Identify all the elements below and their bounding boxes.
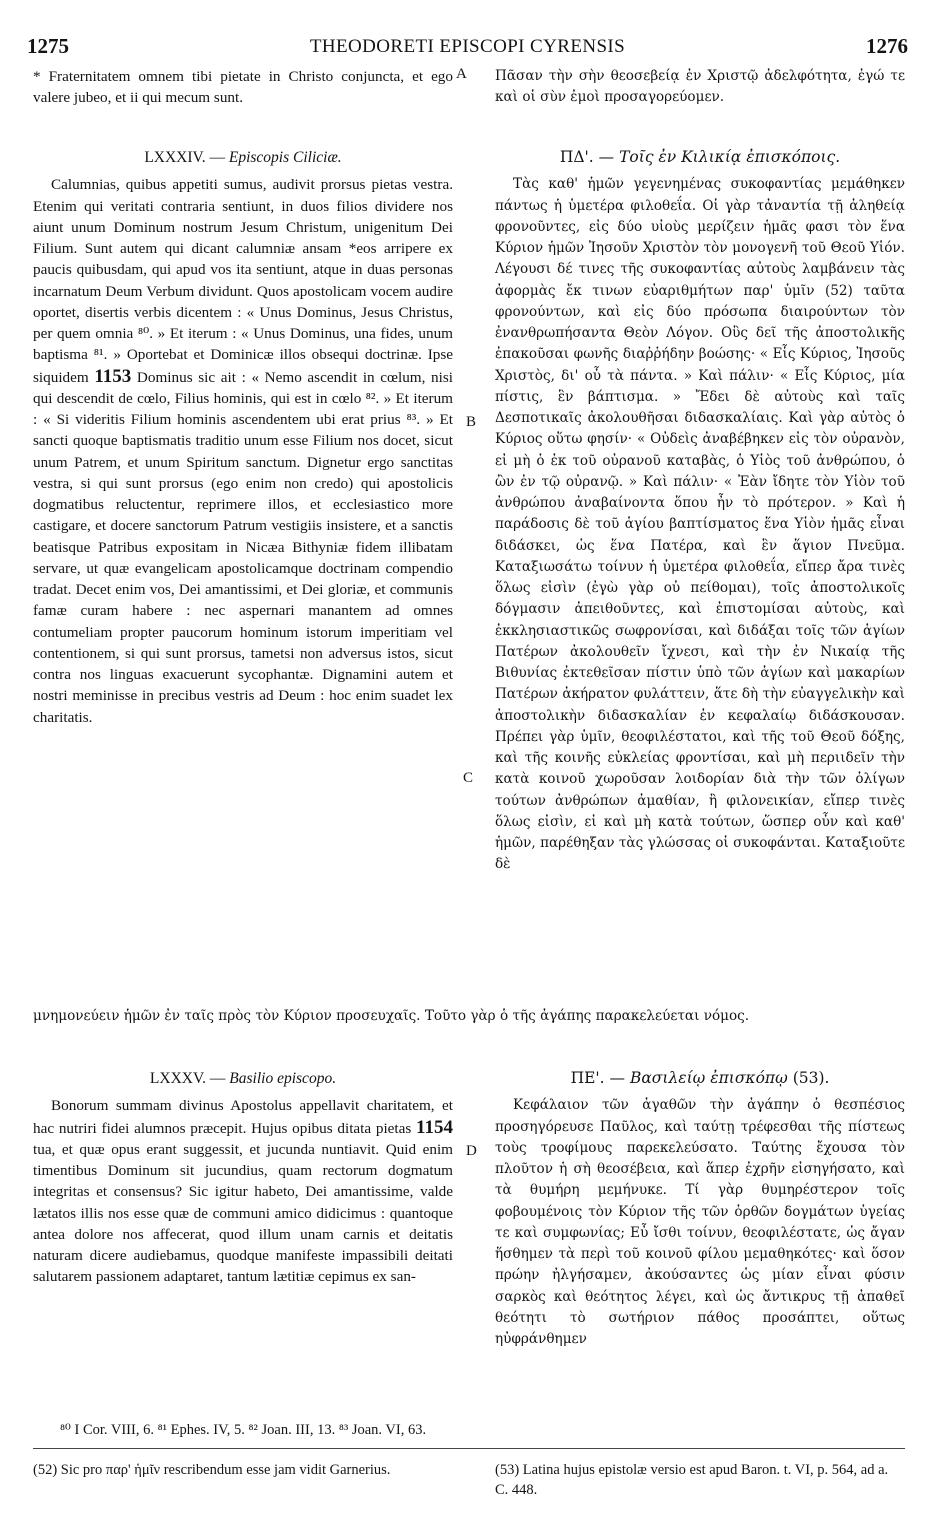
letter-85-greek-body: Κεφάλαιον τῶν ἀγαθῶν τὴν ἀγάπην ὁ θεσπέσιος προσηγόρευσε Παῦλος, καὶ ταύτῃ τρέφεσθαι τῆς πίστεως τοὺς τροφίμους παρεκελεύσατο. Ταύτης ἔχουσα τὸν πλοῦτον ἡ σὴ θεοσέβεια, καὶ ἅπερ ἐχρῆν εἰσηγήσατο, καὶ τὰ θυμήρη μεμήνυκε. Τί γὰρ θυμηρέστερον τοῖς φοβουμένοις τὸν Κύριον τῆς τῶν ὀρθῶν δογμάτων ὑγείας τε καὶ συμφωνίας; Εὖ ἴσθι τοίνυν, θεοφιλέστατε, ὡς ἄγαν ἥσθημεν τὰ περὶ τοῦ κοινοῦ φίλου μεμαθηκότες· καὶ ὅσον πρώην ἠλγήσαμεν, ἀκούσαντες ὡς μίαν εἶναι φύσιν σαρκὸς καὶ θεότητος λέγει, καὶ ὡς ἄντικρυς τῇ ἀπαθεῖ θεότητι τὸ σωτήριον πάθος προσάπτει, οὕτως ηὐφράνθημεν bbox=[495, 1097, 905, 1347]
latin-body-part-2: tua, et quæ opus erant suggessit, et jucunda nuntiavit. Quid enim timentibus Dominum sit jucundius, quam rectorum dogmatum integritas et consensus? Sic igitur habeto, Dei amantissime, valde lætatos illis nos esse quæ de communi amico didicimus : quantoque antea dolore nos affecerat, quod illum unam carnis et deitatis naturam dicere audiebamus, quodque manifeste impassibili deitati salutarem passionem adaptaret, tantum lætitiæ cepimus ex san- bbox=[33, 1140, 453, 1286]
letter-84-greek-fullwidth-end: μνημονεύειν ἡμῶν ἐν ταῖς πρὸς τὸν Κύριον προσευχαῖς. Τοῦτο γὰρ ὁ τῆς ἀγάπης παρακελεύεται νόμος. bbox=[33, 1008, 750, 1024]
heading-number: LXXXIV. — bbox=[144, 149, 225, 166]
heading-footnote-ref: (53). bbox=[792, 1069, 830, 1087]
latin-body-part-1: Calumnias, quibus appetiti sumus, audivit prorsus pietas vestra. Etenim qui veritati contraria sentiunt, in duos filios dividere nos aiunt unum Dominum nostrum Jesum Christum, unigenitum Dei Filium. Sunt autem qui dicant calumniæ ansam *eos arripere ex paucis quibusdam, qui apud vos ita sentiunt, atque in duas personas incarnatum Deum Verbum dividunt. Quos apostolicam vocem audire oportet, disertis verbis dicentem : « Unus Dominus, Jesus Christus, per quem omnia ⁸⁰. » Et iterum : « Unus Dominus, una fides, unum baptisma ⁸¹. » Oportebat et Dominicæ illos obsequi doctrinæ. Ipse siquidem bbox=[33, 176, 453, 386]
page-number-left: 1275 bbox=[27, 34, 69, 58]
running-title: THEODORETI EPISCOPI CYRENSIS bbox=[309, 36, 626, 57]
heading-number: LXXXV. — bbox=[149, 1070, 226, 1087]
letter-84-latin bbox=[33, 147, 453, 728]
letter-84-greek-heading bbox=[495, 147, 905, 168]
greek-closing-salutation bbox=[495, 66, 905, 109]
heading-title: Episcopis Ciliciæ. bbox=[228, 149, 342, 166]
heading-title: Basilio episcopo. bbox=[229, 1070, 337, 1087]
heading-title: Βασιλείῳ ἐπισκόπῳ bbox=[629, 1069, 788, 1087]
scripture-references: ⁸⁰ I Cor. VIII, 6. ⁸¹ Ephes. IV, 5. ⁸² Joan. III, 13. ⁸³ Joan. VI, 63. bbox=[60, 1422, 427, 1438]
footnote-53: (53) Latina hujus epistolæ versio est apud Baron. t. VI, p. 564, ad a. C. 448. bbox=[495, 1462, 889, 1498]
heading-number: ΠΕ'. — bbox=[570, 1069, 626, 1087]
footnote-52: (52) Sic pro παρ' ἡμῖν rescribendum esse jam vidit Garnerius. bbox=[33, 1462, 391, 1478]
latin-closing-salutation bbox=[33, 66, 453, 109]
footnote-divider bbox=[33, 1448, 905, 1449]
latin-top-text: * Fraternitatem omnem tibi pietate in Christo conjuncta, et ego valere jubeo, et ii qui mecum sunt. bbox=[33, 68, 453, 107]
letter-84-greek-body: Τὰς καθ' ἡμῶν γεγενημένας συκοφαντίας μεμάθηκεν πάντως ἡ ὑμετέρα φιλοθεΐα. Οἱ γὰρ τἀναντία τῇ ἀληθείᾳ φρονοῦντες, εἰς δύο υἱοὺς μερίζειν ἡμᾶς φασι τὸν ἕνα Κύριον ἡμῶν Ἰησοῦν Χριστὸν τὸν μονογενῆ τοῦ Θεοῦ Υἱόν. Λέγουσι δέ τινες τῆς συκοφαντίας αὐτοὺς λαμβάνειν τὰς ἀφορμὰς ἔκ τινων εὐαριθμήτων παρ' ὑμῖν (52) ταῦτα φρονούντων, καὶ εἰς δύο πρόσωπα διαιρούντων τὸν ἐνανθρωπήσαντα Θεὸν Λόγον. Οὓς δεῖ τῆς ἀποστολικῆς ἐπακοῦσαι φωνῆς διαῤῥήδην βοώσης· « Εἷς Κύριος, Ἰησοῦς Χριστὸς, δι' οὗ τὰ πάντα. » Καὶ πάλιν· « Εἷς Κύριος, μία πίστις, ἓν βάπτισμα. » Ἔδει δὲ αὐτοὺς καὶ ταῖς Δεσποτικαῖς ἀκολουθῆσαι διδασκαλίαις. Καὶ γὰρ αὐτὸς ὁ Κύριος οὕτω φησίν· « Οὐδεὶς ἀναβέβηκεν εἰς τὸν οὐρανὸν, εἰ μὴ ὁ ἐκ τοῦ οὐρανοῦ καταβὰς, ὁ Υἱὸς τοῦ ἀνθρώπου, ὁ ὢν ἐν τῷ οὐρανῷ. » Καὶ πάλιν· « Ἐὰν ἴδητε τὸν Υἱὸν τοῦ ἀνθρώπου ἀναβαίνοντα ὅπου ἦν τὸ πρότερον. » Καὶ ἡ παράδοσις δὲ τοῦ ἁγίου βαπτίσματος ἕνα Υἱὸν ἡμᾶς εἶναι διδάσκει, ὡς ἕνα Πατέρα, καὶ ἓν ἅγιον Πνεῦμα. Καταξιωσάτω τοίνυν ἡ ὑμετέρα φιλοθεΐα, εἴπερ ἄρα τινὲς ὅλως εἰσὶν (ἐγὼ γὰρ οὐ πείθομαι), τοῖς ἀποστολικοῖς δόγμασιν ἀπειθοῦντες, καὶ ἐπιστομίσαι αὐτοὺς, καὶ ἐκκλησιαστικῶς σωφρονίσαι, καὶ διδάξαι τοῖς τῶν ἁγίων Πατέρων ἀκολουθεῖν ἴχνεσι, καὶ τὴν ἐν Νικαίᾳ τῆς Βιθυνίας ἐκτεθεῖσαν πίστιν ὑπὸ τῶν ἁγίων καὶ μακαρίων Πατέρων ἀκήρατον φυλάττειν, ἅτε δὴ τὴν εὐαγγελικὴν καὶ ἀποστολικὴν διδασκαλίαν ἐν κεφαλαίῳ διδάσκουσαν. Πρέπει γὰρ ὑμῖν, θεοφιλέστατοι, καὶ τῆς τοῦ Θεοῦ δόξης, καὶ τῆς κοινῆς εὐκλείας φροντίσαι, καὶ μὴ περιιδεῖν τὴν κατὰ κοινοῦ χωροῦσαν λοιδορίαν διὰ τὴν τῶν ὀλίγων τούτων ἀνθρώπων ἀμαθίαν, ἢ φιλονεικίαν, εἴπερ τινὲς ὅλως εἰσὶν, εἰ καὶ μὴ κατὰ τούτων, ὥσπερ οὖν καὶ καθ' ἡμῶν, παρέθηξαν τὰς γλώσσας οἱ συκοφάνται. Καταξιοῦτε δὲ bbox=[495, 176, 905, 873]
letter-85-greek bbox=[495, 1068, 905, 1350]
margin-marker-b: B bbox=[466, 414, 477, 430]
letter-84-latin-heading bbox=[33, 147, 453, 168]
page-number-right: 1276 bbox=[866, 34, 908, 58]
letter-85-latin-body bbox=[33, 1095, 453, 1287]
greek-top-text: Πᾶσαν τὴν σὴν θεοσεβείᾳ ἐν Χριστῷ ἀδελφότητα, ἐγώ τε καὶ οἱ σὺν ἐμοὶ προσαγορεύομεν. bbox=[495, 68, 905, 106]
latin-body-part-1: Bonorum summam divinus Apostolus appellavit charitatem, et hac nutriri fidei alumnos præcepit. Hujus opibus ditata pietas bbox=[33, 1097, 453, 1137]
heading-title: Τοῖς ἐν Κιλικίᾳ ἐπισκόποις. bbox=[619, 148, 841, 166]
heading-number: ΠΔ'. — bbox=[559, 148, 615, 166]
latin-body-part-2: Dominus sic ait : « Nemo ascendit in cœlum, nisi qui descendit de cœlo, Filius hominis, qui est in cœlo ⁸². » Et iterum : « Si videritis Filium hominis ascendentem ubi erat prius ⁸³. » Et sancti quoque baptismatis traditio unum esse Filium nos docet, sicut unum Patrem, et unum Spiritum sanctum. Dignetur ergo sanctitas vestra, si qui sunt prorsus (ego enim non credo) qui apostolicis dogmatibus reluctentur, reprimere illos, et ecclesiastico more castigare, et docere sanctorum Patrum vestigiis insistere, et a sanctis beatisque Patribus expositam in Nicæa Bithyniæ fidem illibatam servare, ut quæ evangelicam apostolicamque doctrinam compendio tradat. Decet enim vos, Dei amantissimi, et Dei gloriæ, et communis famæ curam habere : nec aspernari manantem ad omnes contumeliam propter paucorum hominum istorum imperitiam vel contentionem, si qui sunt prorsus, tametsi non adversus istos, sicut contra nos linguas exacuerunt sycophantæ. Dignamini autem et nostri meminisse in precibus vestris ad Deum : hoc enim suadet lex charitatis. bbox=[33, 368, 453, 726]
margin-marker-c: C bbox=[463, 770, 474, 786]
letter-84-latin-body bbox=[33, 174, 453, 728]
column-marker-1153: 1153 bbox=[94, 365, 132, 387]
page-header bbox=[27, 34, 908, 64]
margin-marker-a: A bbox=[456, 66, 467, 82]
letter-85-latin bbox=[33, 1068, 453, 1288]
letter-85-latin-heading bbox=[33, 1068, 453, 1089]
column-marker-1154: 1154 bbox=[416, 1116, 453, 1138]
letter-85-greek-heading bbox=[495, 1068, 905, 1089]
letter-84-greek bbox=[495, 147, 905, 876]
margin-marker-d: D bbox=[466, 1143, 477, 1159]
